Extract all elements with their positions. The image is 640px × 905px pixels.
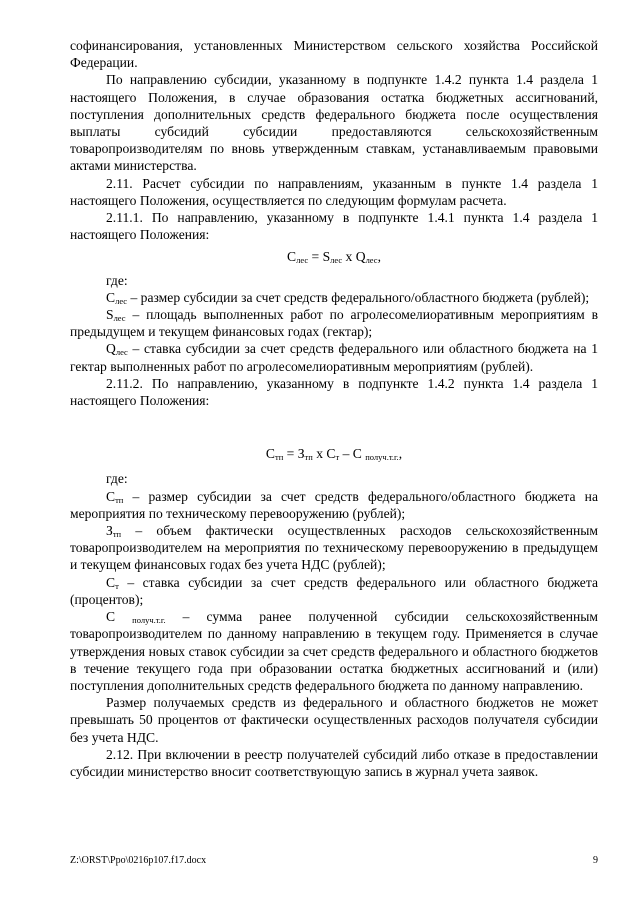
- definition-subscript: лес: [115, 347, 128, 358]
- definition-s-les: [70, 306, 598, 340]
- formula-equals: =: [308, 249, 323, 265]
- definition-symbol: С: [106, 488, 116, 504]
- definition-symbol: Q: [106, 341, 116, 357]
- definition-subscript: лес: [115, 295, 128, 306]
- formula-term-costs-subscript: тп: [304, 452, 313, 463]
- definition-z-tp: [70, 522, 598, 574]
- definition-text: – ставка субсидии за счет средств федерального или областного бюджета (процентов);: [70, 574, 598, 607]
- definition-c-received: [70, 608, 598, 694]
- document-page: [70, 37, 598, 780]
- definition-subscript: т: [115, 580, 119, 591]
- definition-text: – площадь выполненных работ по агролесомелиоративным мероприятиям в предыдущем и текущем финансовых годах (гектар);: [70, 307, 598, 340]
- definition-symbol: С: [106, 609, 133, 625]
- formula-lhs: С: [287, 249, 297, 265]
- formula-multiply: х: [312, 446, 327, 462]
- formula-term-rate-subscript: лес: [365, 255, 378, 266]
- paragraph-2-12: 2.12. При включении в реестр получателей субсидий либо отказе в предоставлении субсидии министерство вносит соответствующую запись в журнал учета заявок.: [70, 746, 598, 779]
- formula-forest: [70, 248, 598, 265]
- formula-received-subscript: получ.т.г.: [365, 452, 399, 463]
- formula-term-rate: С: [326, 446, 336, 462]
- formula-minus-received: – С: [339, 446, 366, 462]
- formula-tail: ,: [398, 446, 403, 462]
- definition-text: – размер субсидии за счет средств федерального/областного бюджета на мероприятия по техническому перевооружению (рублей);: [70, 488, 598, 521]
- paragraph-subsidy-direction: По направлению субсидии, указанному в подпункте 1.4.2 пункта 1.4 раздела 1 настоящего Положения, в случае образования остатка бюджетных ассигнований, поступления дополнительных средств федерального бюджета после осуществления выплаты субсидий субсидии предоставляются сельскохозяйственным товаропроизводителям по вновь утвержденным ставкам, устанавливаемым правовыми актами министерства.: [70, 72, 598, 174]
- formula-tech: [70, 445, 598, 462]
- formula-multiply: х: [342, 249, 356, 265]
- paragraph-2-11-1: 2.11.1. По направлению, указанному в подпункте 1.4.1 пункта 1.4 раздела 1 настоящего Положения:: [70, 210, 598, 243]
- paragraph-limit: Размер получаемых средств из федерального и областного бюджетов не может превышать 50 процентов от фактически осуществленных расходов получателя субсидии без учета НДС.: [70, 695, 598, 745]
- definition-subscript: тп: [115, 494, 124, 505]
- definition-subscript: лес: [113, 313, 126, 324]
- formula-term-rate: Q: [355, 249, 366, 265]
- formula-lhs-subscript: лес: [296, 255, 309, 266]
- definition-text: – сумма ранее полученной субсидии сельскохозяйственным товаропроизводителем по данному направлению в текущем году. Применяется в случае утверждения новых ставок субсидии за счет средств федерального и областного бюджетов в течение текущего года при образовании остатка бюджетных ассигнований и (или) поступления дополнительных средств федерального бюджета по данному направлению.: [70, 609, 598, 693]
- formula-lhs-subscript: тп: [274, 452, 284, 463]
- file-path: Z:\ORST\Ppo\0216p107.f17.docx: [70, 855, 207, 866]
- where-label: где:: [106, 471, 128, 487]
- definition-text: – размер субсидии за счет средств федерального/областного бюджета (рублей);: [127, 289, 590, 305]
- formula-term-area-subscript: лес: [330, 255, 343, 266]
- definition-text: – объем фактически осуществленных расходов сельскохозяйственным товаропроизводителем на мероприятия по техническому перевооружению в предыдущем и текущем финансовых годах без учета НДС (рублей);: [70, 523, 598, 573]
- paragraph-2-11-2: 2.11.2. По направлению, указанному в подпункте 1.4.2 пункта 1.4 раздела 1 настоящего Положения:: [70, 375, 598, 409]
- definition-symbol: S: [106, 307, 114, 323]
- paragraph-continuation: софинансирования, установленных Министерством сельского хозяйства Российской Федерации.: [70, 38, 598, 71]
- where-label: где:: [106, 272, 128, 288]
- formula-tail: ,: [377, 249, 381, 265]
- definition-c-tp: [70, 488, 598, 522]
- formula-term-costs: З: [297, 446, 305, 462]
- definition-q-les: [70, 340, 598, 374]
- formula-term-rate-subscript: т: [335, 452, 340, 463]
- formula-term-area: S: [322, 249, 331, 265]
- definition-subscript: получ.т.г.: [132, 615, 166, 626]
- page-footer: [70, 855, 598, 866]
- formula-equals: =: [283, 446, 298, 462]
- paragraph-2-11: 2.11. Расчет субсидии по направлениям, указанным в пункте 1.4 раздела 1 настоящего Положения, осуществляется по следующим формулам расчета.: [70, 175, 598, 208]
- definition-text: – ставка субсидии за счет средств федерального или областного бюджета на 1 гектар выполненных работ по агролесомелиоративным мероприятиям (рублей).: [70, 341, 598, 374]
- definition-symbol: С: [106, 289, 116, 305]
- definition-symbol: З: [106, 523, 113, 539]
- definition-c-les: [70, 289, 598, 306]
- definition-subscript: тп: [112, 529, 122, 540]
- definition-c-t: [70, 574, 598, 608]
- definition-symbol: С: [106, 574, 116, 590]
- page-number: 9: [593, 855, 598, 866]
- formula-lhs: С: [265, 446, 275, 462]
